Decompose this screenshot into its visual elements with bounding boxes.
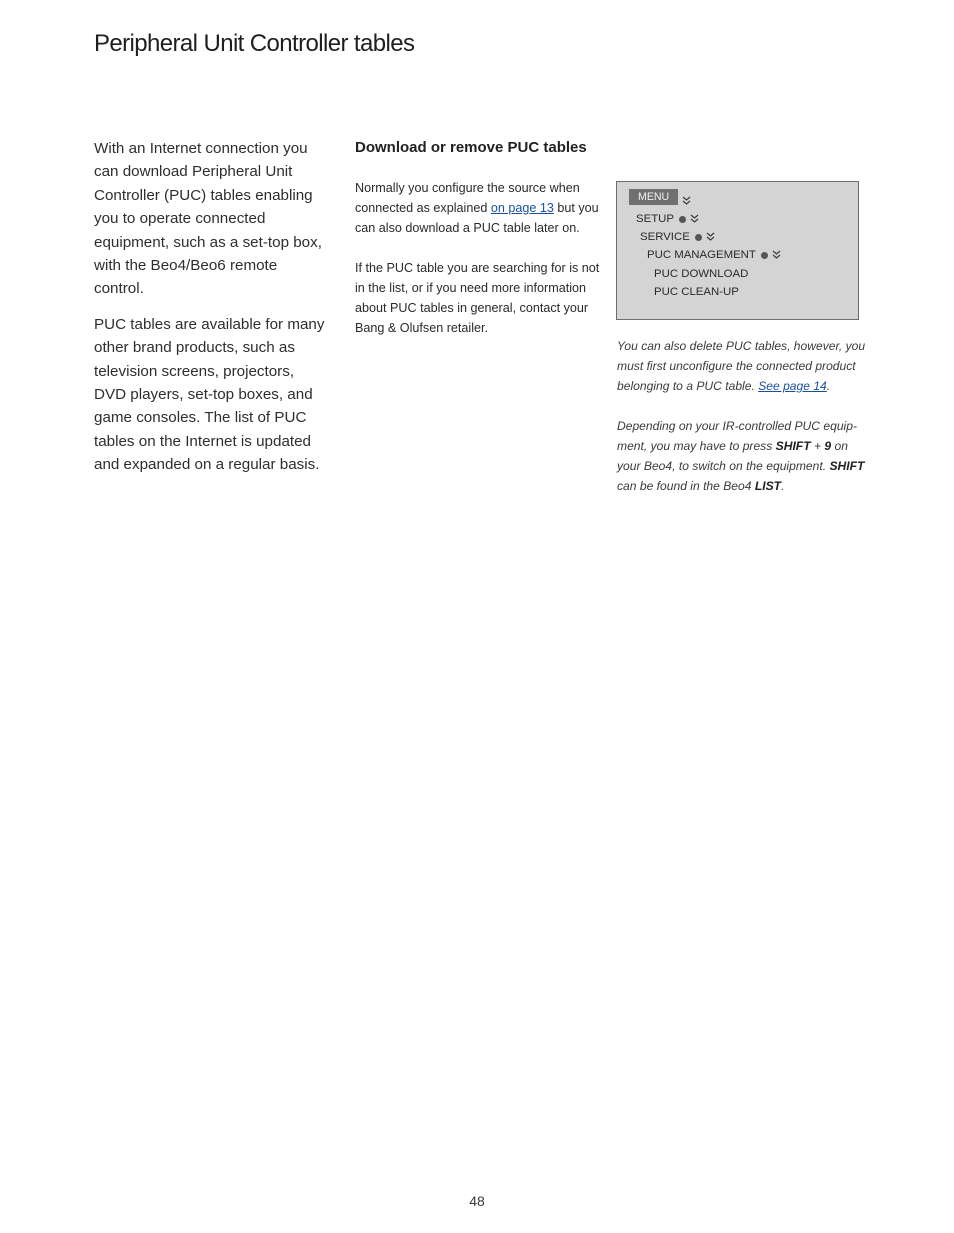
page-14-link[interactable]: See page 14 [758,379,827,393]
page-13-link[interactable]: on page 13 [490,201,554,215]
chevron-down-icon [706,232,715,242]
menu-item-puc-cleanup: PUC CLEAN-UP [654,286,739,298]
paragraph-text: Normally you configure the source when connected as explained [355,181,580,215]
note-paragraph [617,416,867,496]
intro-column [94,137,326,489]
intro-paragraph: With an Internet connection you can download Peripheral Unit Controller (PUC) tables enabling you to operate connected equipment, such as a set-top box, with the Beo4/Beo6 remote control. [94,140,322,298]
note-text: can be found in the Beo4 [617,479,755,493]
select-dot-icon [761,252,768,259]
page-title: Peripheral Unit Controller tables [94,30,415,57]
select-dot-icon [679,216,686,223]
intro-paragraph: PUC tables are available for many other brand products, such as television screens, projectors, DVD players, set-top boxes, and game consoles. The list of PUC tables on the Internet is updated and expanded on a regular basis. [94,315,325,474]
note-text: on your Beo4, to switch on the equipment. [617,439,848,473]
notes-column [617,336,867,516]
section-paragraph: If the PUC table you are searching for is not in the list, or if you need more information about PUC tables in general, contact your Bang & Olufsen retailer. [355,261,600,335]
menu-diagram [616,181,859,320]
section-paragraph [355,178,605,238]
menu-item-service: SERVICE [640,231,690,243]
paragraph-text: but you can also download a PUC table later on. [355,201,599,235]
menu-item-puc-download: PUC DOWNLOAD [654,268,749,280]
note-text: You can also delete PUC tables, however, you must first unconfigure the connected product belonging to a PUC table. [617,339,866,393]
chevron-down-icon [690,214,699,224]
download-section [355,138,605,358]
note-text: . [826,379,831,393]
note-text: . [781,479,785,493]
menu-row-service [640,230,715,244]
key-label: LIST [754,479,782,493]
menu-item-setup: SETUP [636,213,674,225]
select-dot-icon [695,234,702,241]
chevron-down-icon [772,250,781,260]
page-number: 48 [469,1193,485,1209]
key-label: SHIFT [775,439,811,453]
section-heading: Download or remove PUC tables [355,139,587,156]
menu-item-puc-management: PUC MANAGEMENT [647,249,756,261]
menu-row-puc-cleanup [654,285,739,299]
note-paragraph [617,336,867,396]
menu-row-root [629,188,691,206]
key-label: 9 [824,439,832,453]
key-label: SHIFT [829,459,865,473]
menu-label: MENU [629,189,678,205]
menu-row-puc-download [654,267,748,281]
menu-row-setup [636,212,699,226]
note-text: + [810,439,825,453]
chevron-down-icon [682,196,691,206]
menu-row-puc-management [647,248,781,262]
note-text: Depending on your IR-controlled PUC equip-ment, you may have to press [617,419,857,453]
